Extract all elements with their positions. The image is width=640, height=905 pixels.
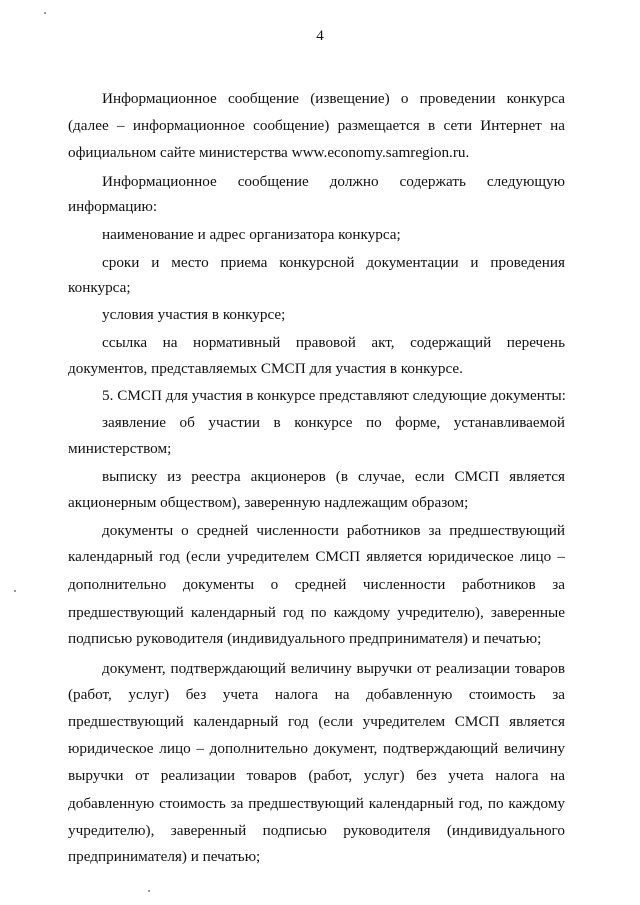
text-line: заявление об участии в конкурсе по форме, устанавливаемой <box>102 414 565 431</box>
text-line: дополнительно документы о средней численности работников за <box>68 576 565 593</box>
text-line: выписку из реестра акционеров (в случае, если СМСП является <box>102 468 565 485</box>
text-line: условия участия в конкурсе; <box>102 306 286 323</box>
text-line: акционерным обществом), заверенную надлежащим образом; <box>68 494 469 511</box>
text-line: календарный год (если учредителем СМСП является юридическое лицо – <box>68 548 565 565</box>
text-line: министерством; <box>68 440 172 457</box>
text-line: добавленную стоимость за предшествующий календарный год, по каждому <box>68 795 565 812</box>
text-line: Информационное сообщение должно содержать следующую <box>102 173 565 190</box>
page-number: 4 <box>316 28 324 44</box>
text-line: сроки и место приема конкурсной документации и проведения <box>102 254 565 271</box>
text-line: конкурса; <box>68 279 131 296</box>
text-line: выручки от реализации товаров (работ, услуг) без учета налога на <box>68 767 565 784</box>
text-line: юридическое лицо – дополнительно документ, подтверждающий величину <box>68 740 565 757</box>
text-line: наименование и адрес организатора конкурса; <box>102 226 401 243</box>
text-line: учредителю), заверенный подписью руководителя (индивидуального <box>68 822 565 839</box>
text-line: документ, подтверждающий величину выручки от реализации товаров <box>102 660 565 677</box>
text-line: предшествующий календарный год по каждому учредителю), заверенные <box>68 604 565 621</box>
text-line: (далее – информационное сообщение) размещается в сети Интернет на <box>68 117 565 134</box>
text-line: официальном сайте министерства www.economy.samregion.ru. <box>68 144 470 161</box>
text-line: Информационное сообщение (извещение) о проведении конкурса <box>102 90 565 107</box>
scan-speck <box>14 590 16 592</box>
text-line: ссылка на нормативный правовой акт, содержащий перечень <box>102 334 565 351</box>
text-line: документы о средней численности работников за предшествующий <box>102 522 565 539</box>
text-line: 5. СМСП для участия в конкурсе представляют следующие документы: <box>102 387 566 404</box>
text-line: документов, представляемых СМСП для участия в конкурсе. <box>68 360 463 377</box>
text-line: подписью руководителя (индивидуального предпринимателя) и печатью; <box>68 630 542 647</box>
text-line: предшествующий календарный год (если учредителем СМСП является <box>68 713 565 730</box>
text-line: информацию: <box>68 198 158 215</box>
text-line: (работ, услуг) без учета налога на добавленную стоимость за <box>68 686 565 703</box>
text-line: предпринимателя) и печатью; <box>68 848 261 865</box>
scan-speck <box>148 890 150 892</box>
scan-speck <box>44 12 46 14</box>
